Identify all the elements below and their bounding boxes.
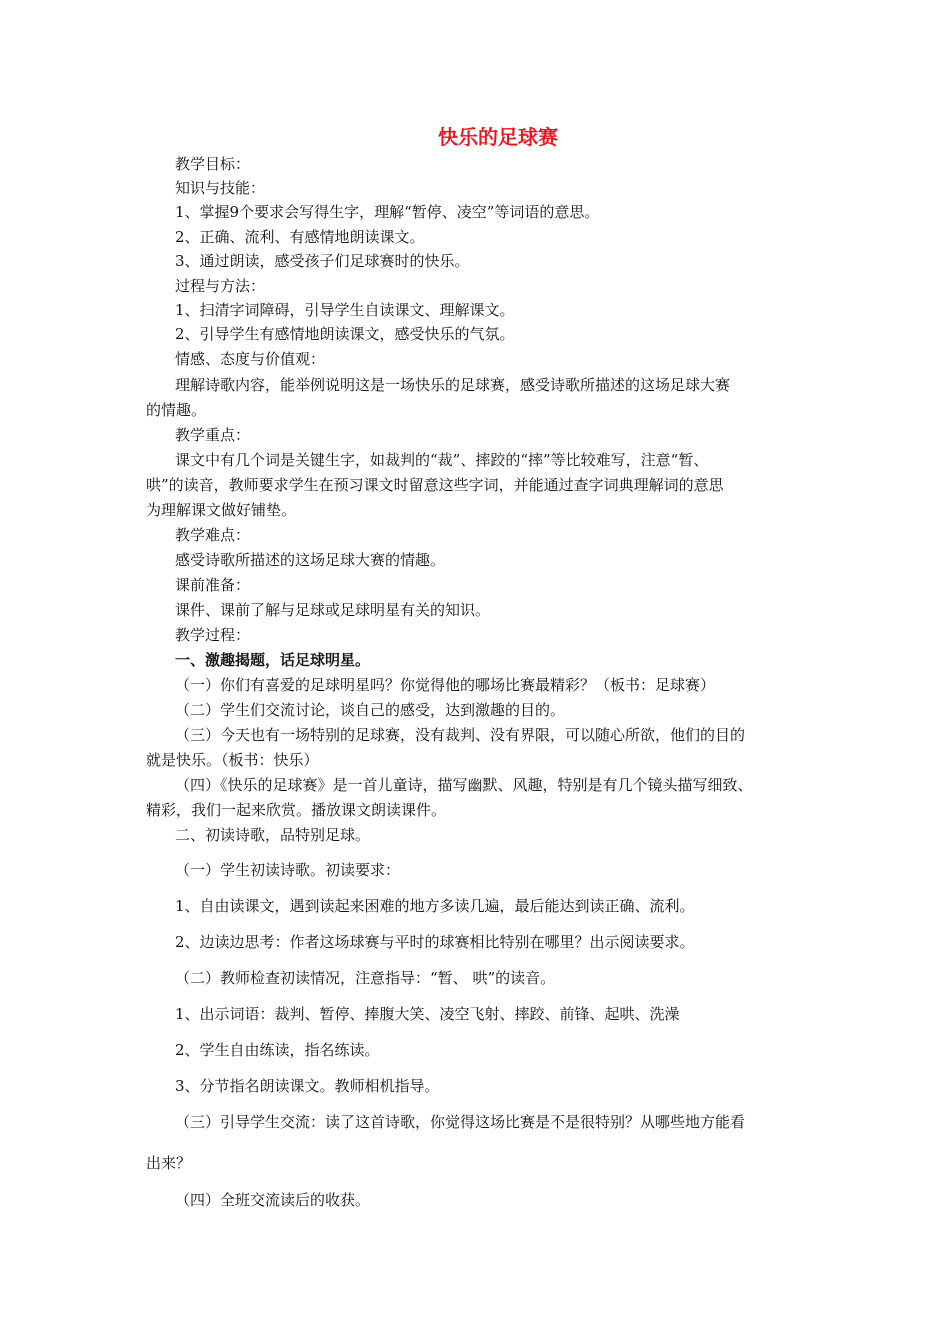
text-line: 教学目标： xyxy=(175,155,251,173)
text-line: （三）今天也有一场特别的足球赛，没有裁判、没有界限，可以随心所欲，他们的目的 xyxy=(175,726,746,744)
text-line: 过程与方法： xyxy=(175,277,266,295)
text-line: 情感、态度与价值观： xyxy=(175,350,326,368)
text-line: （四）《快乐的足球赛》是一首儿童诗，描写幽默、风趣，特别是有几个镜头描写细致、 xyxy=(175,776,753,794)
text-line: 1、扫清字词障碍，引导学生自读课文、理解课文。 xyxy=(175,301,515,319)
text-line: 课文中有几个词是关键生字，如裁判的“裁”、摔跤的“摔”等比较难写，注意“暂、 xyxy=(175,451,709,469)
text-line: 1、掌握9个要求会写得生字，理解“暂停、凌空”等词语的意思。 xyxy=(175,203,600,221)
text-line: （二）教师检查初读情况，注意指导：“暂、 哄”的读音。 xyxy=(175,969,556,987)
section-heading: 一、激趣揭题，话足球明星。 xyxy=(175,651,371,669)
text-line: 出来？ xyxy=(146,1154,192,1172)
text-line: 2、引导学生有感情地朗读课文，感受快乐的气氛。 xyxy=(175,325,515,343)
text-line: （二）学生们交流讨论，谈自己的感受，达到激趣的目的。 xyxy=(175,701,566,719)
text-line: （三）引导学生交流：读了这首诗歌，你觉得这场比赛是不是很特别？从哪些地方能看 xyxy=(175,1113,746,1131)
text-line: 为理解课文做好铺垫。 xyxy=(146,501,297,519)
text-line: 教学过程： xyxy=(175,626,251,644)
text-line: 3、通过朗读，感受孩子们足球赛时的快乐。 xyxy=(175,252,470,270)
text-line: 2、学生自由练读，指名练读。 xyxy=(175,1041,380,1059)
text-line: 教学重点： xyxy=(175,426,251,444)
text-line: 课前准备： xyxy=(175,576,251,594)
text-line: （一）你们有喜爱的足球明星吗？你觉得他的哪场比赛最精彩？（板书：足球赛） xyxy=(175,676,716,694)
text-line: 哄”的读音，教师要求学生在预习课文时留意这些字词，并能通过查字词典理解词的意思 xyxy=(146,476,724,494)
text-line: 2、正确、流利、有感情地朗读课文。 xyxy=(175,228,425,246)
text-line: 3、分节指名朗读课文。教师相机指导。 xyxy=(175,1077,440,1095)
section-heading: 二、初读诗歌，品特别足球。 xyxy=(175,826,371,844)
text-line: 的情趣。 xyxy=(146,401,207,419)
text-line: 1、自由读课文，遇到读起来困难的地方多读几遍，最后能达到读正确、流利。 xyxy=(175,897,695,915)
text-line: 教学难点： xyxy=(175,526,251,544)
text-line: 知识与技能： xyxy=(175,179,266,197)
text-line: 就是快乐。（板书：快乐） xyxy=(146,751,319,769)
text-line: （四）全班交流读后的收获。 xyxy=(175,1191,371,1209)
document-title: 快乐的足球赛 xyxy=(438,125,558,149)
text-line: 感受诗歌所描述的这场足球大赛的情趣。 xyxy=(175,551,446,569)
text-line: 2、边读边思考：作者这场球赛与平时的球赛相比特别在哪里？出示阅读要求。 xyxy=(175,933,695,951)
text-line: 1、出示词语：裁判、暂停、捧腹大笑、凌空飞射、摔跤、前锋、起哄、洗澡 xyxy=(175,1005,680,1023)
text-line: 理解诗歌内容，能举例说明这是一场快乐的足球赛，感受诗歌所描述的这场足球大赛 xyxy=(175,376,731,394)
text-line: （一）学生初读诗歌。初读要求： xyxy=(175,861,401,879)
text-line: 课件、课前了解与足球或足球明星有关的知识。 xyxy=(175,601,491,619)
text-line: 精彩，我们一起来欣赏。播放课文朗读课件。 xyxy=(146,801,447,819)
